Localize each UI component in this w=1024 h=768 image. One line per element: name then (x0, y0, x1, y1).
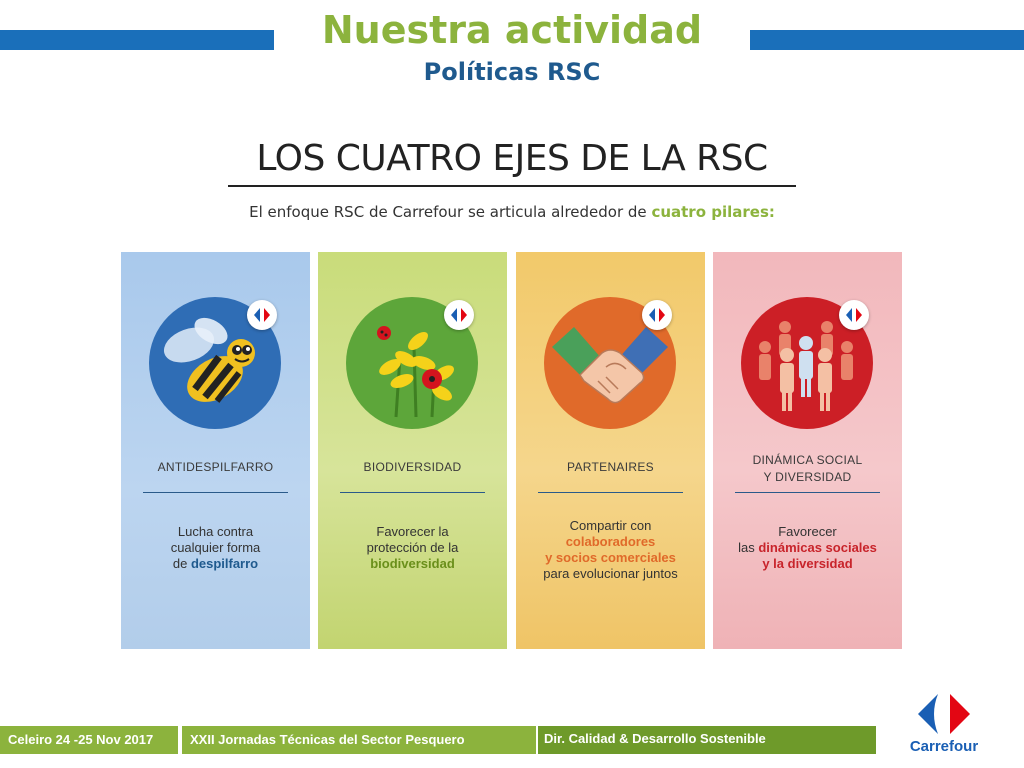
pillar-card-biodiversidad (318, 252, 507, 649)
desc-line: Compartir con (569, 518, 652, 533)
pillar-card-antidespilfarro (121, 252, 310, 649)
desc-line (713, 540, 902, 556)
pillar-label (713, 452, 902, 486)
label-line: Y DIVERSIDAD (763, 470, 852, 484)
desc-highlight: colaboradores (565, 534, 656, 549)
desc-highlight: dinámicas sociales (758, 540, 877, 555)
carrefour-logo-icon (839, 300, 869, 330)
desc-line: Lucha contra (177, 524, 254, 539)
carrefour-brand-logo (902, 688, 986, 760)
desc-text: de (172, 556, 191, 571)
desc-line: Favorecer la (376, 524, 449, 539)
carrefour-logo-icon (444, 300, 474, 330)
carrefour-icon (902, 688, 986, 740)
desc-line (121, 556, 310, 572)
desc-highlight: despilfarro (190, 556, 259, 571)
intro-text: El enfoque RSC de Carrefour se articula alrededor de (249, 203, 652, 221)
desc-highlight: y la diversidad (762, 556, 853, 571)
pillar-label: ANTIDESPILFARRO (157, 460, 274, 474)
pillar-description (516, 518, 705, 582)
desc-highlight: y socios comerciales (545, 550, 676, 565)
pillar-label: BIODIVERSIDAD (363, 460, 462, 474)
infographic-intro (0, 203, 1024, 221)
pillar-description (713, 524, 902, 572)
desc-line: Favorecer (778, 524, 837, 539)
label-line: DINÁMICA SOCIAL (752, 453, 863, 467)
pillar-card-dinamica-social (713, 252, 902, 649)
infographic-headline: LOS CUATRO EJES DE LA RSC (256, 138, 768, 179)
headline-divider (228, 185, 796, 187)
pillar-description (121, 524, 310, 572)
carrefour-logo-icon (642, 300, 672, 330)
desc-highlight: biodiversidad (370, 556, 455, 571)
footer-event: XXII Jornadas Técnicas del Sector Pesquero (182, 726, 536, 754)
desc-line: protección de la (366, 540, 459, 555)
pillar-divider (538, 492, 683, 493)
pillar-label: PARTENAIRES (567, 460, 654, 474)
page-title: Nuestra actividad (321, 8, 703, 52)
pillar-card-partenaires (516, 252, 705, 649)
footer-department: Dir. Calidad & Desarrollo Sostenible (538, 726, 876, 754)
pillar-divider (735, 492, 880, 493)
footer-date: Celeiro 24 -25 Nov 2017 (0, 726, 178, 754)
pillar-divider (143, 492, 288, 493)
intro-highlight: cuatro pilares: (651, 203, 775, 221)
desc-text: las (738, 540, 759, 555)
desc-line: cualquier forma (170, 540, 261, 555)
carrefour-logo-icon (247, 300, 277, 330)
brand-name: Carrefour (909, 738, 979, 755)
desc-line: para evolucionar juntos (543, 566, 678, 581)
pillar-description (318, 524, 507, 572)
page-subtitle: Políticas RSC (423, 58, 601, 86)
pillar-divider (340, 492, 485, 493)
